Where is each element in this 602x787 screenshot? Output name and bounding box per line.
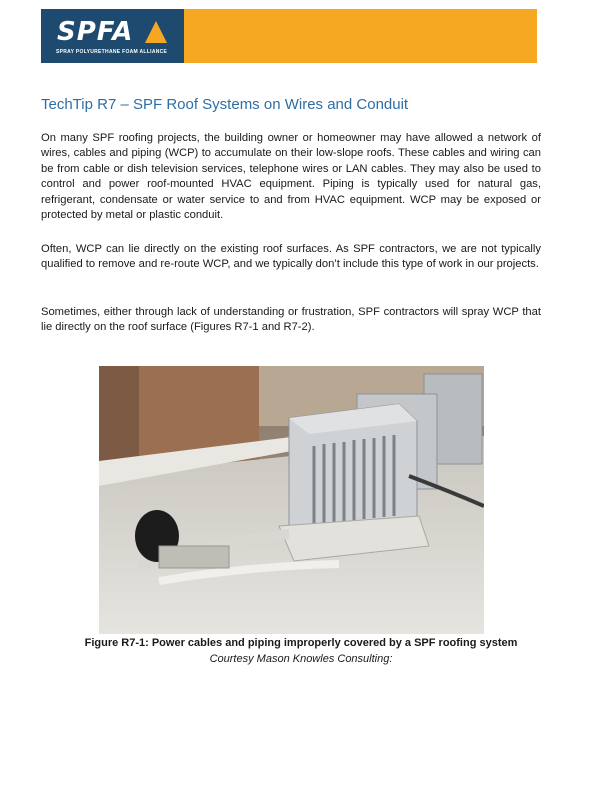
paragraph-intro: On many SPF roofing projects, the building owner or homeowner may have allowed a network of wires, cables and piping (WCP) to accumulate on their low-slope roofs. These cables and wiring can be from cable or dish television services, telephone wires or LAN cables. They may also be used to control and power roof-mounted HVAC equipment. Piping is typically used for natural gas, refrigerant, condensate or water service to and from HVAC equipment. WCP may be exposed or protected by metal or plastic conduit. (41, 132, 541, 222)
paragraph-wcp-on-roof: Often, WCP can lie directly on the existing roof surfaces. As SPF contractors, we are not typically qualified to remove and re-route WCP, and we typically don’t include this type of work in our projects. (41, 243, 541, 271)
figure-caption: Figure R7-1: Power cables and piping improperly covered by a SPF roofing system (84, 637, 518, 649)
paragraph-spray-wcp: Sometimes, either through lack of understanding or frustration, SPF contractors will spray WCP that lie directly on the roof surface (Figures R7-1 and R7-2). (41, 306, 541, 334)
figure-photo-hvac-roof (99, 366, 484, 634)
figure-credit: Courtesy Mason Knowles Consulting: (209, 653, 393, 665)
logo-tagline: SPRAY POLYURETHANE FOAM ALLIANCE (56, 49, 168, 55)
page-header (41, 9, 537, 63)
spfa-logo (41, 9, 184, 63)
page-title: TechTip R7 – SPF Roof Systems on Wires and Conduit (41, 96, 409, 113)
header-orange-bar (184, 9, 537, 63)
logo-triangle-icon (145, 21, 167, 43)
logo-wordmark: SPFA (57, 17, 134, 47)
